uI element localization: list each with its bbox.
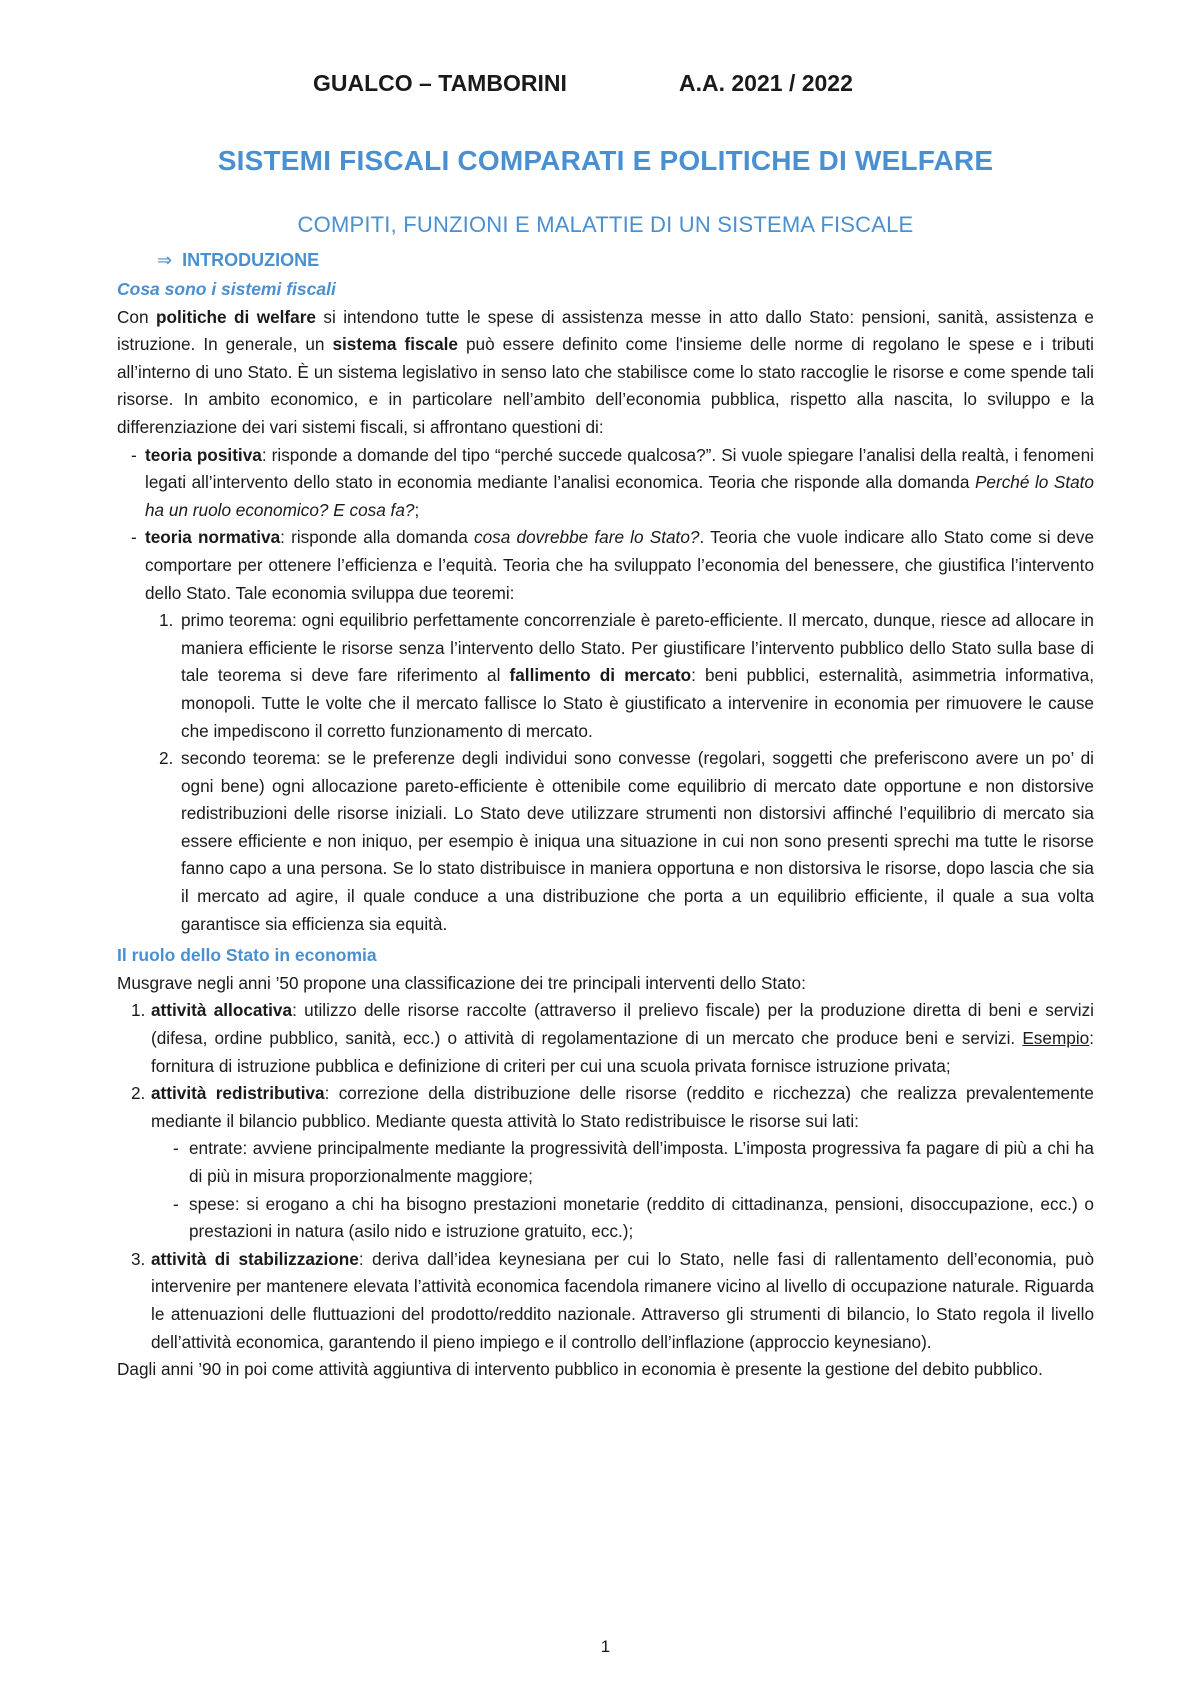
list-item-primo-teorema: 1. primo teorema: ogni equilibrio perfettamente concorrenziale è pareto-efficiente. Il mercato, dunque, riesce ad allocare in maniera efficiente le risorse senza l’intervento dello Stato. Per giustificare l’intervento pubblico dello Stato sulla base di tale teorema si deve fare riferimento al fallimento di mercato: beni pubblici, esternalità, asimmetria informativa, monopoli. Tutte le volte che il mercato fallisce lo Stato è giustificato a intervenire in economia per rimuovere le cause che impediscono il corretto funzionamento di mercato. <box>159 610 1095 741</box>
document-subtitle: COMPITI, FUNZIONI E MALATTIE DI UN SISTEMA FISCALE <box>297 212 914 237</box>
paragraph-musgrave: Musgrave negli anni ’50 propone una classificazione dei tre principali interventi dello Stato: <box>117 972 806 993</box>
term-sistema-fiscale: sistema fiscale <box>332 334 458 355</box>
intro-label: INTRODUZIONE <box>182 250 320 270</box>
page-number: 1 <box>600 1637 611 1656</box>
intro-heading <box>157 250 319 271</box>
list-item-attivita-stabilizzazione: 3. attività di stabilizzazione: deriva dall’idea keynesiana per cui lo Stato, nelle fasi di rallentamento dell’economia, può intervenire per mantenere elevata l’attività economica facendola rimanere vicino al livello di occupazione naturale. Riguarda le attenuazioni delle fluttuazioni del prodotto/reddito nazionale. Attraverso gli strumenti di bilancio, lo Stato regola il livello dell’attività economica, garantendo il pieno impiego e il controllo dell’inflazione (approccio keynesiano). <box>131 1248 1095 1352</box>
list-item-attivita-allocativa: 1. attività allocativa: utilizzo delle risorse raccolte (attraverso il prelievo fiscale) per la produzione diretta di beni e servizi (difesa, ordine pubblico, sanità, ecc.) o attività di regolamentazione di un mercato che produce beni e servizi. Esempio: fornitura di istruzione pubblica e definizione di criteri per cui una scuola privata fornisce istruzione privata; <box>131 1000 1094 1076</box>
paragraph-debito-pubblico: Dagli anni ’90 in poi come attività aggiuntiva di intervento pubblico in economia è presente la gestione del debito pubblico. <box>117 1359 1043 1380</box>
list-item-entrate: - entrate: avviene principalmente mediante la progressività dell’imposta. L’imposta progressiva fa pagare di più a chi ha di più in misura proporzionalmente maggiore; <box>173 1138 1094 1186</box>
term-politiche-di-welfare: politiche di welfare <box>155 306 316 327</box>
list-item-secondo-teorema: 2. secondo teorema: se le preferenze degli individui sono convesse (regolari, soggetti che preferiscono avere un po’ di ogni bene) ogni allocazione pareto-efficiente è ottenibile come equilibrio di mercato date opportune e non distorsive redistribuzioni delle risorse iniziali. Lo Stato deve utilizzare strumenti non distorsivi affinché l’equilibrio di mercato sia essere efficiente e non iniquo, per esempio è iniqua una situazione in cui non sono presenti sprechi ma tutte le risorse fanno capo a una persona. Se lo stato distribuisce in maniera opportuna e non distorsiva le risorse, dopo lascia che sia il mercato ad agire, il quale conduce a una distribuzione che porta a un equilibrio efficiente, il quale a sua volta garantisce sia efficienza sia equità. <box>159 748 1094 934</box>
header-academic-year: A.A. 2021 / 2022 <box>679 70 853 96</box>
section-heading-ruolo-stato: Il ruolo dello Stato in economia <box>117 945 377 966</box>
paragraph-intro: Con politiche di welfare si intendono tutte le spese di assistenza messe in atto dallo Stato: pensioni, sanità, assistenza e istruzione. In generale, un sistema fiscale può essere definito come l'insieme delle norme di regolano le spese e i tributi all’interno di uno Stato. È un sistema legislativo in senso lato che stabilisce come lo stato raccoglie le risorse e come spende tali risorse. In ambito economico, e in particolare nell’ambito dell’economia pubblica, rispetto alla nascita, lo sviluppo e la differenziazione dei vari sistemi fiscali, si affrontano questioni di: <box>117 306 1094 437</box>
section-heading-sistemi-fiscali: Cosa sono i sistemi fiscali <box>117 279 336 299</box>
page-header <box>117 70 1094 110</box>
document-page <box>117 0 1094 1698</box>
header-authors: GUALCO – TAMBORINI <box>313 70 567 96</box>
right-double-arrow-icon: ⇒ <box>157 250 173 270</box>
document-title: SISTEMI FISCALI COMPARATI E POLITICHE DI WELFARE <box>217 145 994 176</box>
list-item-attivita-redistributiva: 2. attività redistributiva: correzione della distribuzione delle risorse (reddito e ricchezza) che realizza prevalentemente mediante il bilancio pubblico. Mediante questa attività lo Stato redistribuisce le risorse sui lati: <box>131 1083 1094 1131</box>
list-item-teoria-normativa: - teoria normativa: risponde alla domanda cosa dovrebbe fare lo Stato?. Teoria che vuole indicare allo Stato come si deve comportare per ottenere l’efficienza e l’equità. Teoria che ha sviluppato l’economia del benessere, che giustifica l’intervento dello Stato. Tale economia sviluppa due teoremi: <box>131 527 1095 603</box>
document-body <box>117 276 1094 1384</box>
list-item-teoria-positiva: - teoria positiva: risponde a domande del tipo “perché succede qualcosa?”. Si vuole spiegare l’analisi della realtà, i fenomeni legati all’intervento dello stato in economia mediante l’analisi economica. Teoria che risponde alla domanda Perché lo Stato ha un ruolo economico? E cosa fa?; <box>131 444 1094 520</box>
list-item-spese: - spese: si erogano a chi ha bisogno prestazioni monetarie (reddito di cittadinanza, pensioni, disoccupazione, ecc.) o prestazioni in natura (asilo nido e istruzione gratuito, ecc.); <box>173 1193 1094 1242</box>
